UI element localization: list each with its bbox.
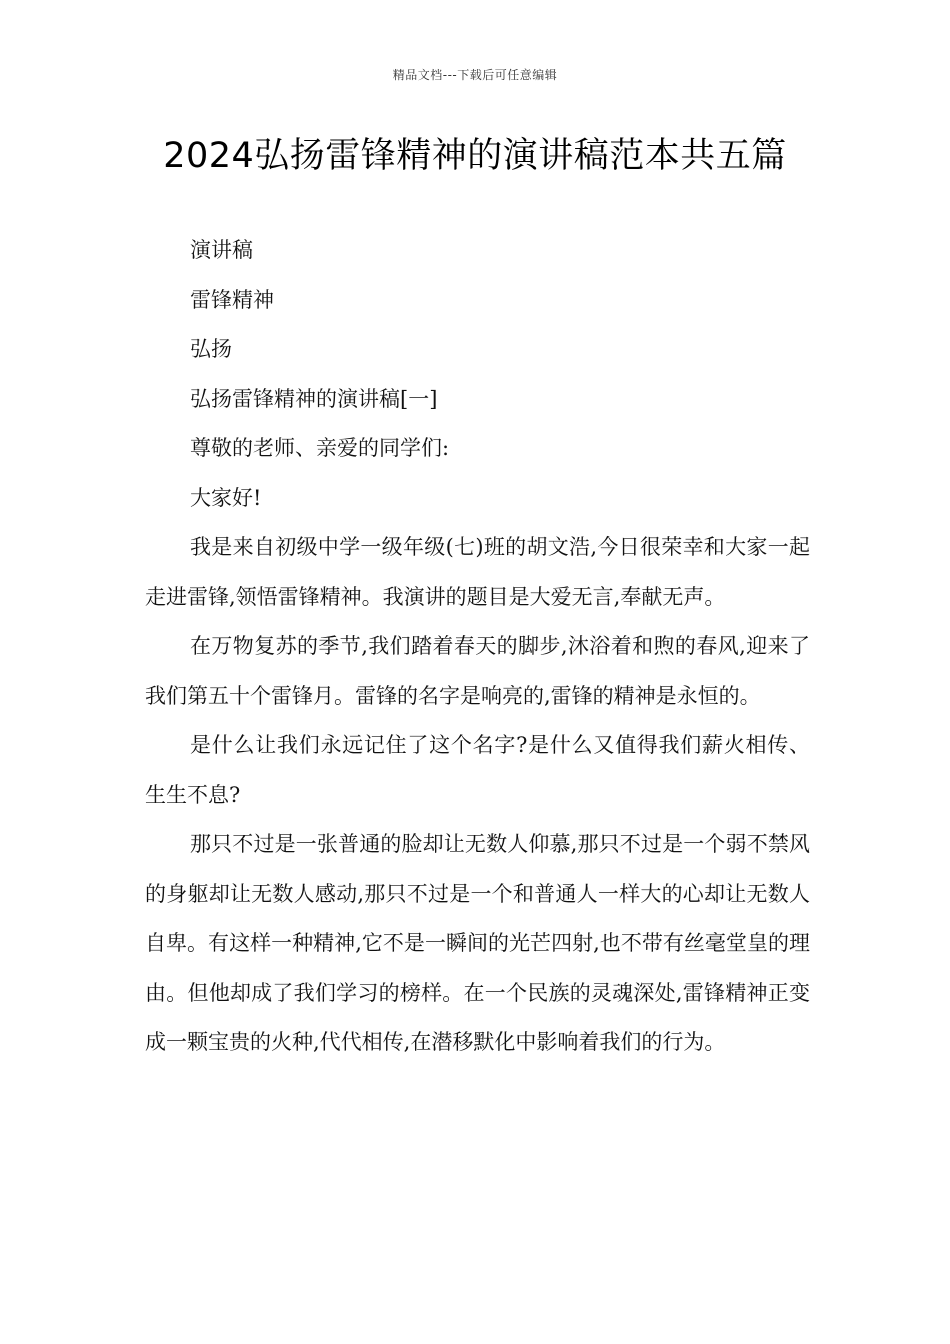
paragraph-3: 是什么让我们永远记住了这个名字?是什么又值得我们薪火相传、生生不息? <box>145 733 810 807</box>
salutation: 尊敬的老师、亲爱的同学们: <box>190 436 450 460</box>
paragraph-1: 我是来自初级中学一级年级(七)班的胡文浩,今日很荣幸和大家一起走进雷锋,领悟雷锋精神。我演讲的题目是大爱无言,奉献无声。 <box>145 535 810 609</box>
greeting: 大家好! <box>190 485 262 510</box>
document-body <box>145 226 810 1068</box>
section-heading: 弘扬雷锋精神的演讲稿[一] <box>190 386 438 411</box>
paragraph-4: 那只不过是一张普通的脸却让无数人仰慕,那只不过是一个弱不禁风的身躯却让无数人感动,那只不过是一个和普通人一样大的心却让无数人自卑。有这样一种精神,它不是一瞬间的光芒四射,也不带有丝毫堂皇的理由。但他却成了我们学习的榜样。在一个民族的灵魂深处,雷锋精神正变成一颗宝贵的火种,代代相传,在潜移默化中影响着我们的行为。 <box>145 832 810 1054</box>
header-note: 精品文档---下载后可任意编辑 <box>392 68 558 82</box>
keyword-3: 弘扬 <box>190 337 232 361</box>
paragraph-2: 在万物复苏的季节,我们踏着春天的脚步,沐浴着和煦的春风,迎来了我们第五十个雷锋月。雷锋的名字是响亮的,雷锋的精神是永恒的。 <box>145 634 810 708</box>
keyword-1: 演讲稿 <box>190 238 253 262</box>
document-title: 2024弘扬雷锋精神的演讲稿范本共五篇 <box>163 136 787 176</box>
keyword-2: 雷锋精神 <box>190 287 274 312</box>
